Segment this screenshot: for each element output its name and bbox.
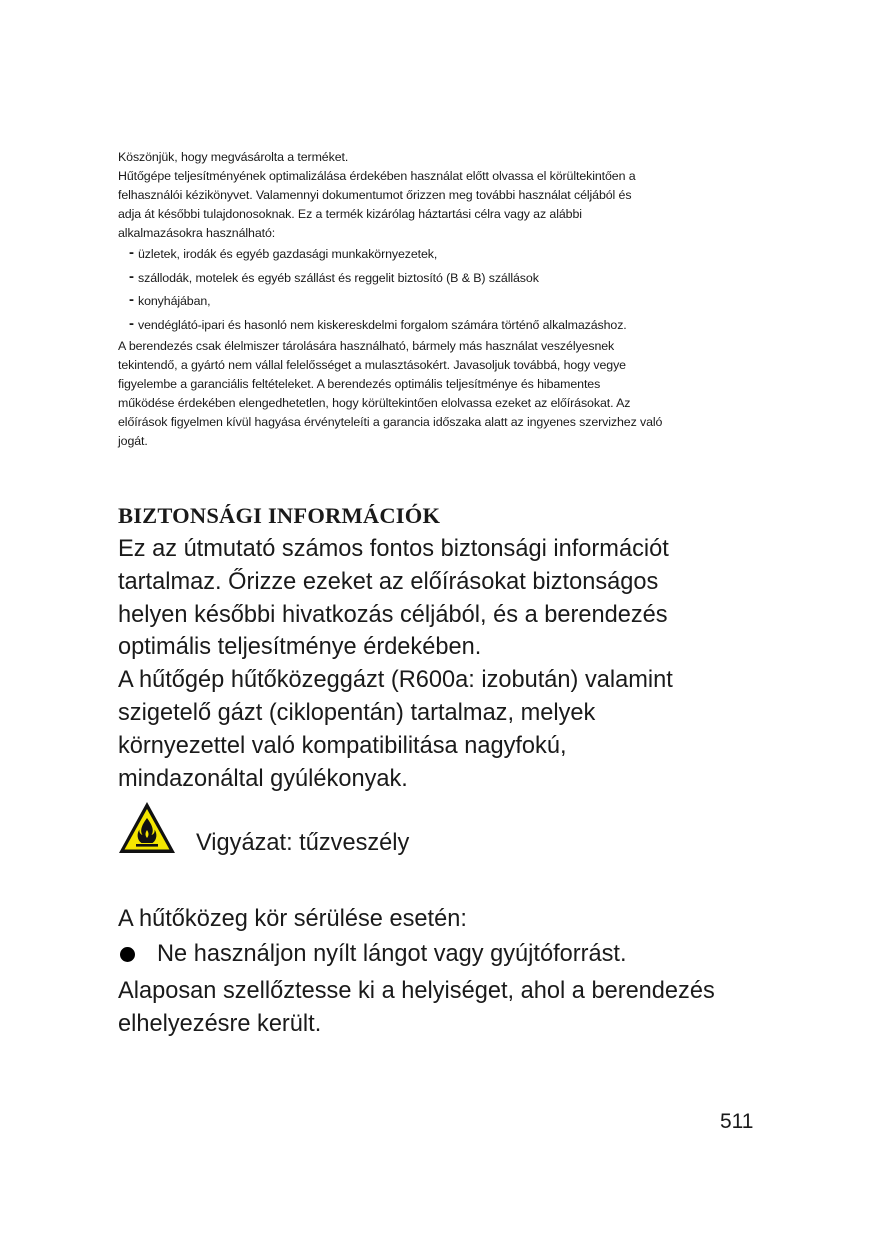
safety-line: mindazonáltal gyúlékonyak. [118,765,408,792]
closing-line: tekintendő, a gyártó nem vállal felelősséget a mulasztásokért. Javasoljuk továbbá, hogy vegye [118,358,626,372]
ventilate-line: Alaposan szellőztesse ki a helyiséget, ahol a berendezés [118,978,715,1004]
dash-marker: - [129,314,134,332]
ventilate-instruction [118,975,768,1041]
safety-line: tartalmaz. Őrizze ezeket az előírásokat biztonságos [118,568,659,595]
bullet-item [118,941,627,968]
intro-line: felhasználói kézikönyvet. Valamennyi dokumentumot őrizzen meg további használat céljából és [118,188,632,202]
list-item [130,290,748,314]
list-item-text: üzletek, irodák és egyéb gazdasági munkakörnyezetek, [138,247,438,261]
safety-body [118,533,768,795]
dash-marker: - [129,291,134,308]
safety-line: A hűtőgép hűtőközeggázt (R600a: izobután) valamint [118,667,673,694]
bullet-text: Ne használjon nyílt lángot vagy gyújtóforrást. [157,941,627,967]
closing-line: jogát. [118,434,148,448]
safety-title: BIZTONSÁGI INFORMÁCIÓK [118,503,441,528]
warning-text: Vigyázat: tűzveszély [196,830,410,856]
list-item [130,267,748,291]
closing-line: figyelembe a garanciális feltételeket. A berendezés optimális teljesítménye és hibamentes [118,377,601,391]
list-item [130,243,748,267]
dash-marker: - [129,244,134,261]
safety-line: optimális teljesítménye érdekében. [118,634,482,661]
list-item [130,314,748,338]
list-item-text: szállodák, motelek és egyéb szállást és reggelit biztosító (B & B) szállások [138,270,539,285]
usage-list [118,243,748,337]
ventilate-line: elhelyezésre került. [118,1011,322,1037]
intro-section [118,148,748,451]
damage-title: A hűtőközeg kör sérülése esetén: [118,906,467,932]
intro-line: alkalmazásokra használható: [118,226,276,240]
closing-line: működése érdekében elengedhetetlen, hogy körültekintően elolvassa ezeket az előírásokat. Az [118,396,631,410]
intro-line: adja át későbbi tulajdonosoknak. Ez a termék kizárólag háztartási célra vagy az alábbi [118,207,582,221]
list-item-text: konyhájában, [138,294,211,308]
fire-hazard-warning-icon [117,800,177,856]
list-item-text: vendéglátó-ipari és hasonló nem kiskereskdelmi forgalom számára történő alkalmazáshoz. [138,317,627,332]
intro-line: Köszönjük, hogy megvásárolta a terméket. [118,150,349,164]
closing-line: A berendezés csak élelmiszer tárolására használható, bármely más használat veszélyesnek [118,339,615,353]
page-number: 511 [720,1110,754,1133]
safety-line: szigetelő gázt (ciklopentán) tartalmaz, melyek [118,699,596,726]
safety-line: környezettel való kompatibilitása nagyfokú, [118,732,567,759]
closing-line: előírások figyelmen kívül hagyása érvényteleíti a garancia időszaka alatt az ingyenes szervizhez való [118,415,663,429]
safety-line: Ez az útmutató számos fontos biztonsági információt [118,536,669,562]
intro-line: Hűtőgépe teljesítményének optimalizálása érdekében használat előtt olvassa el körültekintően a [118,169,636,183]
dash-marker: - [129,267,134,285]
bullet-dot-icon [120,947,135,962]
safety-line: helyen későbbi hivatkozás céljából, és a berendezés [118,601,668,628]
